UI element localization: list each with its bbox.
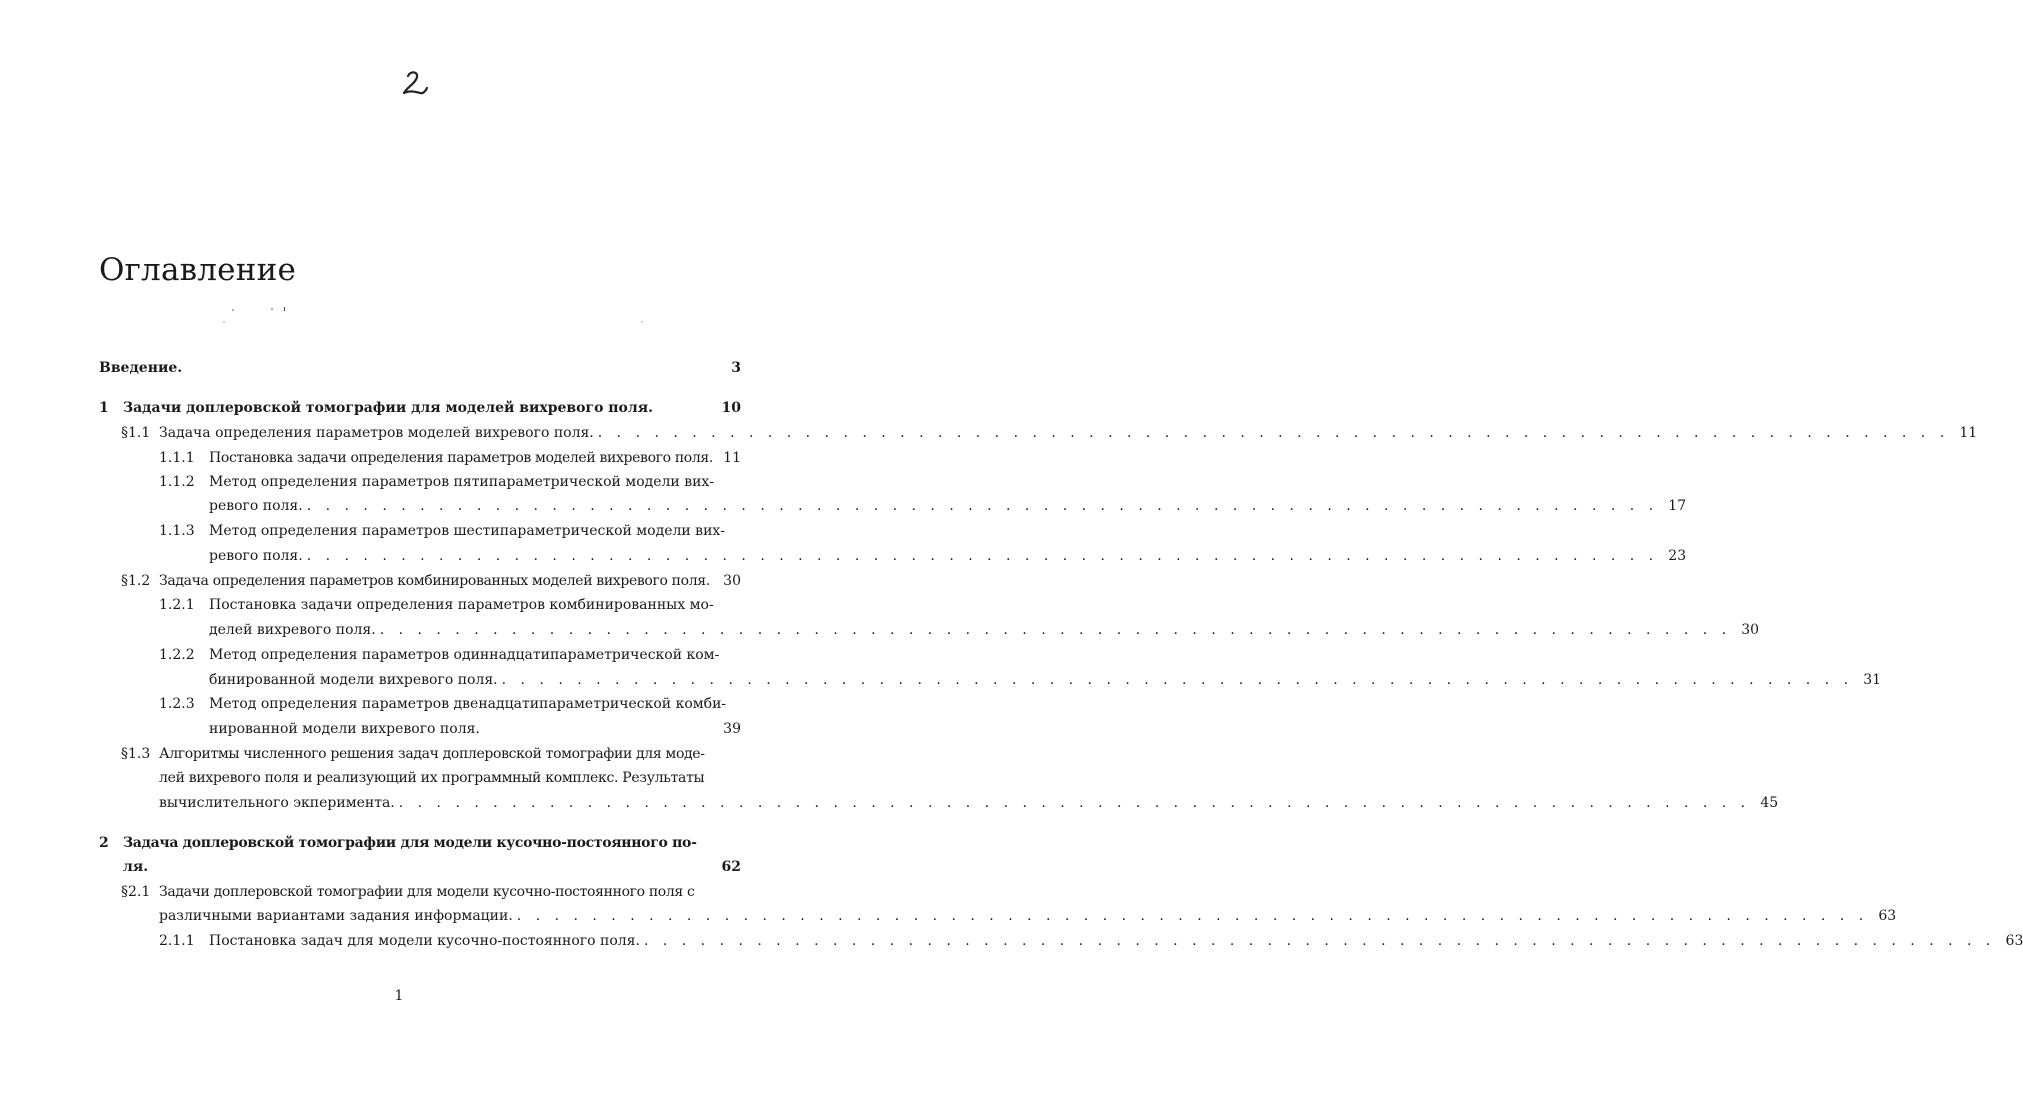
toc-entry-number: 1.2.3 xyxy=(159,696,195,712)
toc-entry-page: 23 xyxy=(1668,548,1687,564)
toc-entry-text: Задача определения параметров комбинированных моделей вихревого поля. xyxy=(159,573,710,589)
toc-entry-introduction[interactable] xyxy=(99,358,741,378)
toc-entry-text: ревого поля. xyxy=(209,548,303,564)
toc-entry-page: 3 xyxy=(731,360,741,376)
toc-entry-number: 1 xyxy=(99,400,109,416)
toc-entry-continuation[interactable] xyxy=(209,546,1687,566)
toc-entry-text: Постановка задачи определения параметров комбинированных мо- xyxy=(209,597,714,613)
toc-entry-continuation[interactable] xyxy=(209,496,1687,516)
toc-entry-text: Алгоритмы численного решения задач доплеровской томографии для моде- xyxy=(159,746,705,762)
toc-entry-number: §1.3 xyxy=(121,746,151,762)
toc-entry-text: Метод определения параметров пятипараметрической модели вих- xyxy=(209,474,715,490)
toc-entry-page: 30 xyxy=(1741,622,1760,638)
toc-entry-text: вычислительного экперимента. xyxy=(159,795,395,811)
toc-entry-page: 39 xyxy=(723,721,741,737)
toc-entry-page: 10 xyxy=(721,400,741,416)
toc-entry-section-2-1[interactable] xyxy=(121,882,700,902)
toc-entry-number: §1.1 xyxy=(121,425,151,441)
toc-entry-page: 17 xyxy=(1668,498,1687,514)
toc-entry-text: Задачи доплеровской томографии для моделей вихревого поля. xyxy=(123,400,653,416)
toc-entry-text: лей вихревого поля и реализующий их программный комплекс. Результаты xyxy=(159,770,705,786)
toc-entry-text: делей вихревого поля. xyxy=(209,622,376,638)
toc-entry-number: 1.2.2 xyxy=(159,647,195,663)
toc-entry-number: 2 xyxy=(99,835,109,851)
toc-entry-section-1-2[interactable] xyxy=(121,571,741,591)
toc-entry-page: 11 xyxy=(723,450,741,466)
toc-entry-number: §2.1 xyxy=(121,884,151,900)
toc-leader: . . . . . . . . . . . . . . . . . . . . . . . . . . . . . . . . . . . . . . . . . . . . . . . . . . . . . . . . . . . . . . . . . . . . . . . . xyxy=(306,548,1659,564)
toc-entry-continuation[interactable] xyxy=(123,857,741,877)
toc-leader: . . . . . . . . . . . . . . . . . . . . . . . . . . . . . . . . . . . . . . . . . . . . . . . . . . . . . . . . . . . . . . . . . . . . . . . . xyxy=(398,795,1751,811)
toc-leader: . . . . . . . . . . . . . . . . . . . . . . . . . . . . . . . . . . . . . . . . . . . . . . . . . . . . . . . . . . . . . . . . . . . . . . . . xyxy=(516,908,1869,924)
toc-entry-continuation[interactable] xyxy=(159,793,1779,813)
toc-entry-continuation[interactable] xyxy=(209,670,1882,690)
toc-entry-subsection-1-1-2[interactable] xyxy=(159,472,715,492)
toc-entry-page: 31 xyxy=(1863,672,1882,688)
page-title: Оглавление xyxy=(99,252,296,288)
toc-entry-page: 63 xyxy=(2005,933,2023,949)
toc-entry-number: 1.1.1 xyxy=(159,450,195,466)
toc-entry-continuation[interactable] xyxy=(209,719,741,739)
toc-entry-text: Постановка задачи определения параметров моделей вихревого поля. xyxy=(209,450,714,466)
toc-entry-number: 2.1.1 xyxy=(159,933,195,949)
toc-entry-text: ля. xyxy=(123,859,149,875)
toc-leader: . . . . . . . . . . . . . . . . . . . . . . . . . . . . . . . . . . . . . . . . . . . . . . . . . . . . . . . . . . . . . . . . . . . . . . . . xyxy=(597,425,1950,441)
toc-entry-subsection-1-1-1[interactable] xyxy=(159,448,741,468)
toc-entry-subsection-1-2-2[interactable] xyxy=(159,645,720,665)
toc-entry-page: 30 xyxy=(723,573,741,589)
toc-leader: . . . . . . . . . . . . . . . . . . . . . . . . . . . . . . . . . . . . . . . . . . . . . . . . . . . . . . . . . . . . . . . . . . . . . . . . xyxy=(306,498,1659,514)
toc-entry-section-1-3[interactable] xyxy=(121,744,705,764)
toc-entry-text: различными вариантами задания информации. xyxy=(159,908,513,924)
toc-entry-number: §1.2 xyxy=(121,573,151,589)
toc-entry-subsection-1-2-3[interactable] xyxy=(159,694,727,714)
toc-entry-text: Задачи доплеровской томографии для модели кусочно-постоянного поля с xyxy=(159,884,695,900)
toc-entry-chapter-1[interactable] xyxy=(99,398,741,418)
toc-entry-subsection-1-1-3[interactable] xyxy=(159,521,726,541)
toc-entry-text: Метод определения параметров одиннадцатипараметрической ком- xyxy=(209,647,720,663)
toc-leader: . . . . . . . . . . . . . . . . . . . . . . . . . . . . . . . . . . . . . . . . . . . . . . . . . . . . . . . . . . . . . . . . . . . . . . . . xyxy=(643,933,1996,949)
toc-entry-continuation[interactable] xyxy=(159,906,1897,926)
toc-leader: . . . . . . . . . . . . . . . . . . . . . . . . . . . . . . . . . . . . . . . . . . . . . . . . . . . . . . . . . . . . . . . . . . . . . . . . xyxy=(501,672,1854,688)
toc-entry-continuation[interactable] xyxy=(159,768,705,788)
toc-entry-text: ревого поля. xyxy=(209,498,303,514)
toc-entry-subsection-2-1-1[interactable] xyxy=(159,931,2023,951)
toc-entry-page: 63 xyxy=(1878,908,1897,924)
toc-entry-number: 1.2.1 xyxy=(159,597,195,613)
toc-entry-text: Введение. xyxy=(99,360,183,376)
toc-entry-text: Метод определения параметров двенадцатипараметрической комби- xyxy=(209,696,727,712)
toc-entry-text: бинированной модели вихревого поля. xyxy=(209,672,498,688)
toc-entry-page: 11 xyxy=(1959,425,1978,441)
toc-entry-page: 62 xyxy=(721,859,741,875)
toc-leader: . . . . . . . . . . . . . . . . . . . . . . . . . . . . . . . . . . . . . . . . . . . . . . . . . . . . . . . . . . . . . . . . . . . . . . . . xyxy=(379,622,1732,638)
page-number: 1 xyxy=(394,988,404,1004)
toc-entry-chapter-2[interactable] xyxy=(99,833,700,853)
toc-entry-text: Метод определения параметров шестипараметрической модели вих- xyxy=(209,523,726,539)
toc-entry-continuation[interactable] xyxy=(209,620,1760,640)
toc-entry-subsection-1-2-1[interactable] xyxy=(159,595,714,615)
toc-entry-number: 1.1.3 xyxy=(159,523,195,539)
toc-entry-text: нированной модели вихревого поля. xyxy=(209,721,480,737)
toc-entry-number: 1.1.2 xyxy=(159,474,195,490)
toc-entry-page: 45 xyxy=(1760,795,1779,811)
toc-entry-text: Задача доплеровской томографии для модели кусочно-постоянного по- xyxy=(123,835,697,851)
toc-entry-section-1-1[interactable] xyxy=(121,423,1978,443)
toc-entry-text: Задача определения параметров моделей вихревого поля. xyxy=(159,425,594,441)
toc-entry-text: Постановка задач для модели кусочно-постоянного поля. xyxy=(209,933,640,949)
